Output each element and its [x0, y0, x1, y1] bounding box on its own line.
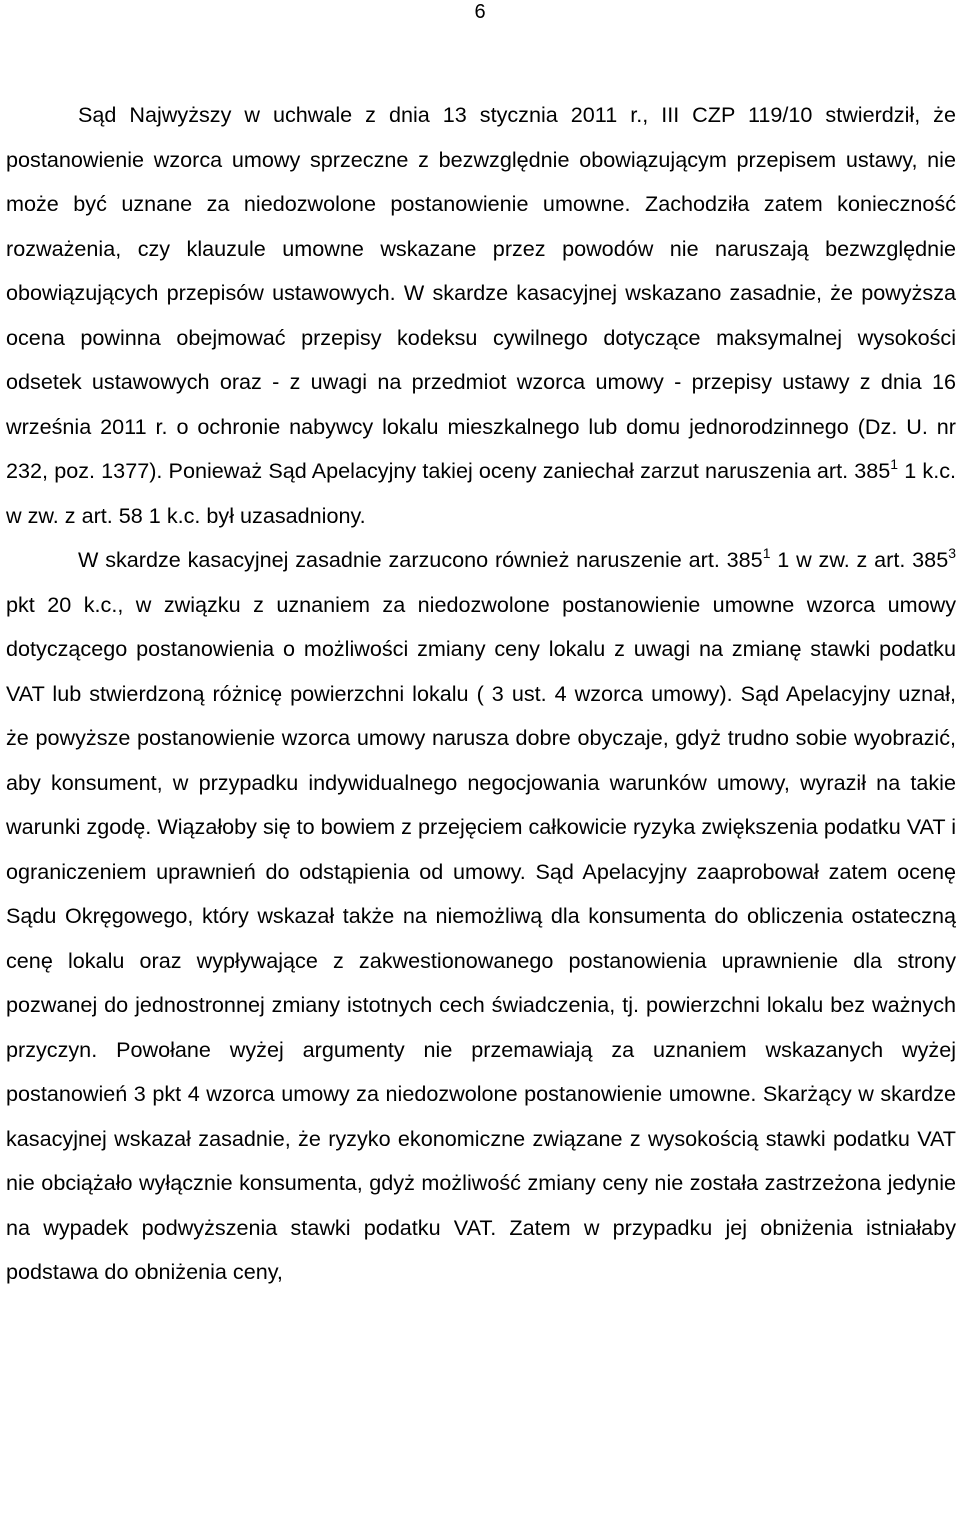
superscript: 1 [762, 545, 771, 561]
paragraph-1 [6, 93, 956, 538]
paragraph-2-text-3: pkt 20 k.c., w związku z uznaniem za niedozwolone postanowienie umowne wzorca umowy dotyczącego postanowienia o możliwości zmiany ceny lokalu z uwagi na zmianę stawki podatku VAT lub stwierdzoną różnicę powierzchni lokalu ( 3 ust. 4 wzorca umowy). Sąd Apelacyjny uznał, że powyższe postanowienie wzorca umowy narusza dobre obyczaje, gdyż trudno sobie wyobrazić, aby konsument, w przypadku indywidualnego negocjowania warunków umowy, wyraził na takie warunki zgodę. Wiązałoby się to bowiem z przejęciem całkowicie ryzyka zwiększenia podatku VAT i ograniczeniem uprawnień do odstąpienia od umowy. Sąd Apelacyjny zaaprobował zatem ocenę Sądu Okręgowego, który wskazał także na niemożliwą dla konsumenta do obliczenia ostateczną cenę lokalu oraz wypływające z zakwestionowanego postanowienia uprawnienie dla strony pozwanej do jednostronnej zmiany istotnych cech świadczenia, tj. powierzchni lokalu bez ważnych przyczyn. Powołane wyżej argumenty nie przemawiają za uznaniem wskazanych wyżej postanowień 3 pkt 4 wzorca umowy za niedozwolone postanowienie umowne. Skarżący w skardze kasacyjnej wskazał zasadnie, że ryzyko ekonomiczne związane z wysokością stawki podatku VAT nie obciążało wyłącznie konsumenta, gdyż możliwość zmiany ceny nie została zastrzeżona jedynie na wypadek podwyższenia stawki podatku VAT. Zatem w przypadku jej obniżenia istniałaby podstawa do obniżenia ceny, [6, 591, 956, 1284]
paragraph-1-text-2: 1 k.c. w zw. z art. 58 1 k.c. był uzasadniony. [6, 458, 956, 528]
superscript: 1 [890, 456, 899, 472]
paragraph-2-text-2: 1 w zw. z art. 385 [770, 547, 949, 572]
superscript: 3 [948, 545, 956, 561]
paragraph-2 [6, 538, 956, 1295]
page-number: 6 [474, 1, 486, 23]
paragraph-2-text-1: W skardze kasacyjnej zasadnie zarzucono również naruszenie art. 385 [78, 547, 763, 572]
paragraph-1-text-1: Sąd Najwyższy w uchwale z dnia 13 stycznia 2011 r., III CZP 119/10 stwierdził, że postanowienie wzorca umowy sprzeczne z bezwzględnie obowiązującym przepisem ustawy, nie może być uznane za niedozwolone postanowienie umowne. Zachodziła zatem konieczność rozważenia, czy klauzule umowne wskazane przez powodów nie naruszają bezwzględnie obowiązujących przepisów ustawowych. W skardze kasacyjnej wskazano zasadnie, że powyższa ocena powinna obejmować przepisy kodeksu cywilnego dotyczące maksymalnej wysokości odsetek ustawowych oraz - z uwagi na przedmiot wzorca umowy - przepisy ustawy z dnia 16 września 2011 r. o ochronie nabywcy lokalu mieszkalnego lub domu jednorodzinnego (Dz. U. nr 232, poz. 1377). Ponieważ Sąd Apelacyjny takiej oceny zaniechał zarzut naruszenia art. 385 [6, 102, 956, 483]
document-body [6, 93, 956, 1295]
